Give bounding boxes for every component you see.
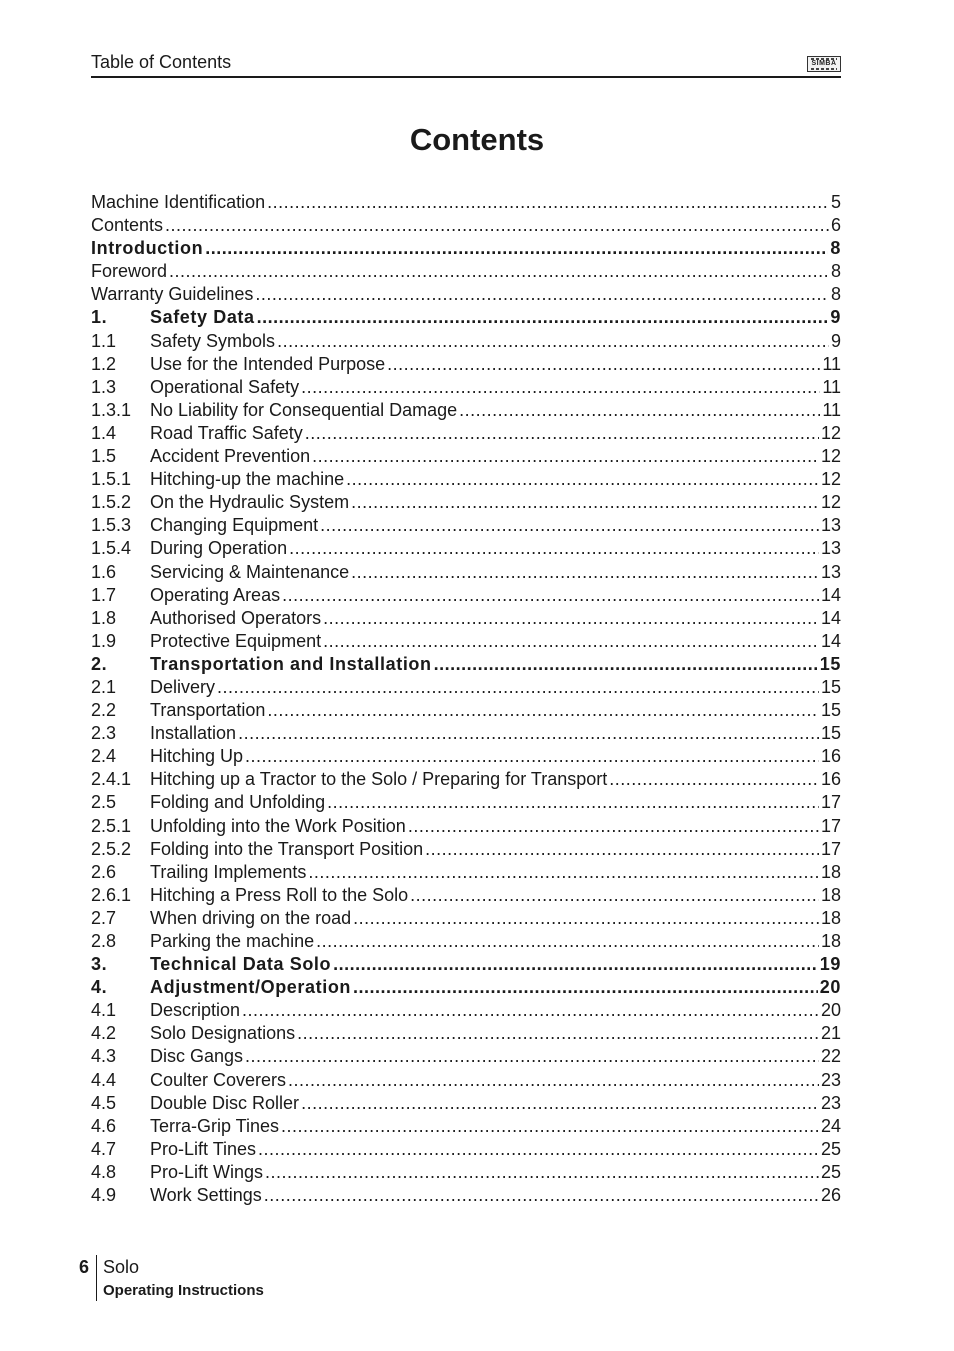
footer-product-name: Solo [103,1257,140,1277]
toc-dot-leader [353,907,819,930]
toc-entry-label: Safety Symbols [150,330,276,351]
toc-entry-number: 1.5.3 [91,515,132,536]
toc-dot-leader [323,630,819,653]
toc-entry-label: Disc Gangs [150,1046,244,1067]
toc-entry-page: 19 [819,954,841,975]
toc-entry[interactable] [91,768,841,791]
toc-entry-label: Pro-Lift Tines [150,1138,257,1159]
toc-dot-leader [297,1022,819,1045]
toc-entry-label: Hitching up a Tractor to the Solo / Preparing for Transport [150,769,608,790]
toc-entry-label: Operational Safety [150,376,300,397]
toc-entry[interactable] [91,722,841,745]
toc-entry-number: 4.6 [91,1115,117,1136]
toc-entry-page: 12 [820,469,841,490]
toc-entry[interactable] [91,676,841,699]
toc-dot-leader [346,468,819,491]
toc-dot-leader [327,791,819,814]
toc-entry-label: Operating Areas [150,584,281,605]
toc-entry-number: 2.6 [91,861,117,882]
toc-entry-label: Servicing & Maintenance [150,561,350,582]
toc-entry-number: 4.2 [91,1023,117,1044]
toc-dot-leader [351,491,819,514]
toc-entry[interactable] [91,399,841,422]
toc-entry[interactable] [91,907,841,930]
toc-entry[interactable] [91,422,841,445]
toc-entry[interactable] [91,468,841,491]
toc-entry[interactable] [91,1092,841,1115]
toc-entry-label: Adjustment/Operation [150,977,352,998]
toc-entry[interactable] [91,815,841,838]
toc-entry-page: 16 [820,769,841,790]
toc-entry-label: Protective Equipment [150,630,322,651]
toc-entry-label: Work Settings [150,1185,262,1206]
toc-dot-leader [305,422,819,445]
toc-dot-leader [333,953,818,976]
toc-entry[interactable] [91,930,841,953]
toc-entry[interactable] [91,630,841,653]
toc-entry[interactable] [91,1115,841,1138]
toc-dot-leader [387,353,820,376]
toc-entry[interactable] [91,1022,841,1045]
toc-dot-leader [245,1045,819,1068]
toc-entry-number: 1. [91,307,108,328]
toc-entry-page: 25 [820,1138,841,1159]
toc-entry-label: Use for the Intended Purpose [150,353,386,374]
toc-entry-number: 4.4 [91,1069,117,1090]
toc-entry-label: Trailing Implements [150,861,307,882]
toc-entry[interactable] [91,561,841,584]
toc-entry[interactable] [91,791,841,814]
toc-entry[interactable] [91,514,841,537]
toc-dot-leader [353,976,818,999]
toc-entry-label: Machine Identification [91,192,266,212]
toc-entry-page: 18 [820,884,841,905]
toc-entry-number: 1.6 [91,561,117,582]
toc-entry-label: On the Hydraulic System [150,492,350,513]
toc-entry[interactable] [91,745,841,768]
toc-entry-page: 11 [822,399,841,420]
toc-dot-leader [316,930,819,953]
toc-entry-page: 23 [820,1092,841,1113]
toc-entry-label: During Operation [150,538,288,559]
toc-entry-page: 17 [820,815,841,836]
toc-entry-number: 1.8 [91,607,117,628]
toc-entry[interactable] [91,861,841,884]
toc-dot-leader [425,838,819,861]
toc-entry-number: 2. [91,653,108,674]
toc-entry-number: 1.5 [91,446,117,467]
toc-entry-label: Folding and Unfolding [150,792,326,813]
toc-entry-number: 2.7 [91,907,117,928]
toc-dot-leader [301,376,820,399]
toc-entry-page: 11 [822,376,841,397]
toc-dot-leader [242,999,819,1022]
toc-entry[interactable] [91,260,841,283]
toc-entry-number: 1.5.2 [91,492,132,513]
toc-dot-leader [255,283,829,306]
toc-dot-leader [609,768,819,791]
toc-entry-page: 8 [830,261,841,282]
page-title: Contents [409,122,545,157]
toc-dot-leader [267,699,819,722]
toc-dot-leader [282,584,819,607]
toc-entry-page: 14 [820,607,841,628]
toc-entry[interactable] [91,191,841,214]
toc-entry-page: 8 [830,284,841,305]
toc-entry-label: Delivery [150,676,216,697]
toc-entry-number: 2.3 [91,723,117,744]
toc-entry-label: Warranty Guidelines [91,284,254,305]
toc-entry-label: Changing Equipment [150,515,319,536]
logo-text: SIMBA [811,60,837,67]
toc-entry-page: 15 [820,700,841,721]
toc-entry[interactable] [91,1184,841,1207]
toc-dot-leader [351,561,819,584]
toc-entry-number: 2.4 [91,746,117,767]
toc-entry-page: 24 [820,1115,841,1136]
toc-dot-leader [459,399,820,422]
toc-entry-label: Safety Data [150,307,255,328]
toc-entry-number: 2.4.1 [91,769,132,790]
toc-entry-number: 1.5.4 [91,538,132,559]
footer-divider [96,1255,97,1301]
toc-entry-page: 12 [820,422,841,443]
toc-entry-page: 18 [820,861,841,882]
toc-entry-label: When driving on the road [150,907,352,928]
toc-entry[interactable] [91,1069,841,1092]
toc-entry-page: 16 [820,746,841,767]
toc-entry-page: 25 [820,1161,841,1182]
toc-entry-label: Foreword [91,261,168,282]
toc-entry[interactable] [91,537,841,560]
toc-dot-leader [245,745,819,768]
toc-entry-label: Folding into the Transport Position [150,838,424,859]
toc-entry-page: 13 [820,515,841,536]
toc-entry-label: Description [150,1000,241,1021]
toc-entry-number: 1.5.1 [91,469,132,490]
toc-entry-label: Pro-Lift Wings [150,1161,264,1182]
toc-entry-page: 14 [820,584,841,605]
toc-entry-number: 2.5.2 [91,838,132,859]
toc-dot-leader [267,191,829,214]
toc-entry-label: No Liability for Consequential Damage [150,399,458,420]
toc-entry-page: 5 [830,192,841,212]
toc-dot-leader [217,676,819,699]
toc-entry-label: Introduction [91,238,204,259]
toc-entry-label: Transportation [150,700,266,721]
toc-entry-number: 3. [91,954,108,975]
toc-dot-leader [281,1115,819,1138]
table-of-contents [91,191,841,1207]
toc-entry-page: 14 [820,630,841,651]
header-title: Table of Contents [91,52,232,72]
toc-entry[interactable] [91,306,841,329]
simba-logo [807,56,841,72]
toc-dot-leader [410,884,819,907]
toc-entry[interactable] [91,1161,841,1184]
toc-entry-number: 1.2 [91,353,117,374]
toc-entry-page: 26 [820,1185,841,1206]
toc-entry-label: Double Disc Roller [150,1092,300,1113]
toc-entry-number: 1.9 [91,630,117,651]
toc-entry-label: Hitching Up [150,746,244,767]
toc-entry-number: 4.1 [91,1000,117,1021]
toc-entry-page: 15 [820,723,841,744]
logo-stripes-bottom [811,68,837,70]
toc-dot-leader [323,607,819,630]
toc-entry[interactable] [91,214,841,237]
toc-entry-page: 13 [820,561,841,582]
toc-dot-leader [265,1161,819,1184]
toc-entry-page: 20 [819,977,841,998]
toc-entry-page: 18 [820,931,841,951]
toc-entry-label: Parking the machine [150,931,315,951]
toc-entry-label: Transportation and Installation [150,653,432,674]
toc-entry[interactable] [91,607,841,630]
toc-entry-page: 22 [820,1046,841,1067]
toc-dot-leader [165,214,829,237]
toc-entry-page: 13 [820,538,841,559]
toc-entry-number: 4.3 [91,1046,117,1067]
footer-page-number: 6 [79,1257,90,1277]
toc-dot-leader [434,653,818,676]
toc-entry[interactable] [91,353,841,376]
toc-entry-label: Terra-Grip Tines [150,1115,280,1136]
toc-entry[interactable] [91,838,841,861]
toc-entry[interactable] [91,330,841,353]
toc-dot-leader [238,722,819,745]
toc-entry[interactable] [91,491,841,514]
toc-entry-number: 2.2 [91,700,117,721]
toc-dot-leader [308,861,819,884]
toc-dot-leader [258,1138,819,1161]
toc-entry-number: 4.7 [91,1138,117,1159]
toc-entry[interactable] [91,1138,841,1161]
toc-entry-page: 15 [819,653,841,674]
toc-dot-leader [169,260,829,283]
toc-entry-page: 12 [820,492,841,513]
toc-dot-leader [277,330,829,353]
page-header [91,52,841,78]
toc-entry-label: Technical Data Solo [150,954,332,975]
toc-entry-page: 9 [830,307,841,328]
toc-entry-number: 4.9 [91,1185,117,1206]
toc-entry-page: 11 [822,353,841,374]
toc-entry[interactable] [91,445,841,468]
toc-entry[interactable] [91,584,841,607]
toc-entry-number: 1.4 [91,422,117,443]
toc-entry-page: 9 [830,330,841,351]
toc-entry-label: Hitching-up the machine [150,469,345,490]
toc-entry-number: 4. [91,977,108,998]
toc-entry-page: 23 [820,1069,841,1090]
toc-entry-label: Hitching a Press Roll to the Solo [150,884,409,905]
toc-entry-label: Coulter Coverers [150,1069,287,1090]
toc-entry-number: 4.5 [91,1092,117,1113]
toc-entry-page: 20 [820,1000,841,1021]
toc-entry[interactable] [91,237,841,260]
toc-entry-number: 1.7 [91,584,117,605]
toc-entry[interactable] [91,376,841,399]
toc-entry-page: 15 [820,676,841,697]
toc-entry-page: 21 [820,1023,841,1044]
toc-entry-number: 2.8 [91,931,117,951]
toc-entry-label: Road Traffic Safety [150,422,303,443]
toc-entry-label: Authorised Operators [150,607,322,628]
toc-dot-leader [205,237,828,260]
toc-dot-leader [408,815,819,838]
toc-dot-leader [312,445,819,468]
toc-entry-label: Installation [150,723,237,744]
toc-dot-leader [257,306,829,329]
toc-entry-number: 1.3.1 [91,399,132,420]
toc-entry-page: 18 [820,907,841,928]
toc-entry[interactable] [91,884,841,907]
toc-entry-number: 2.5 [91,792,117,813]
toc-dot-leader [288,1069,819,1092]
toc-entry-number: 4.8 [91,1161,117,1182]
toc-dot-leader [289,537,819,560]
toc-entry-page: 17 [820,792,841,813]
toc-entry-number: 2.5.1 [91,815,132,836]
toc-entry[interactable] [91,953,841,976]
toc-entry-number: 1.3 [91,376,117,397]
toc-entry-number: 1.1 [91,330,117,351]
toc-entry-number: 2.1 [91,676,117,697]
toc-entry-label: Accident Prevention [150,446,311,467]
toc-entry-page: 12 [820,446,841,467]
toc-entry[interactable] [91,283,841,306]
toc-entry-page: 17 [820,838,841,859]
toc-entry[interactable] [91,976,841,999]
toc-entry[interactable] [91,653,841,676]
toc-dot-leader [320,514,819,537]
toc-entry[interactable] [91,999,841,1022]
toc-entry-label: Contents [91,215,164,236]
toc-entry-label: Unfolding into the Work Position [150,815,406,836]
toc-entry-number: 2.6.1 [91,884,132,905]
footer-document-title: Operating Instructions [103,1282,264,1299]
toc-dot-leader [301,1092,819,1115]
toc-entry-label: Solo Designations [150,1023,296,1044]
toc-entry-page: 6 [830,215,841,236]
toc-dot-leader [264,1184,819,1207]
toc-entry[interactable] [91,699,841,722]
toc-entry[interactable] [91,1045,841,1068]
toc-entry-page: 8 [830,238,841,259]
